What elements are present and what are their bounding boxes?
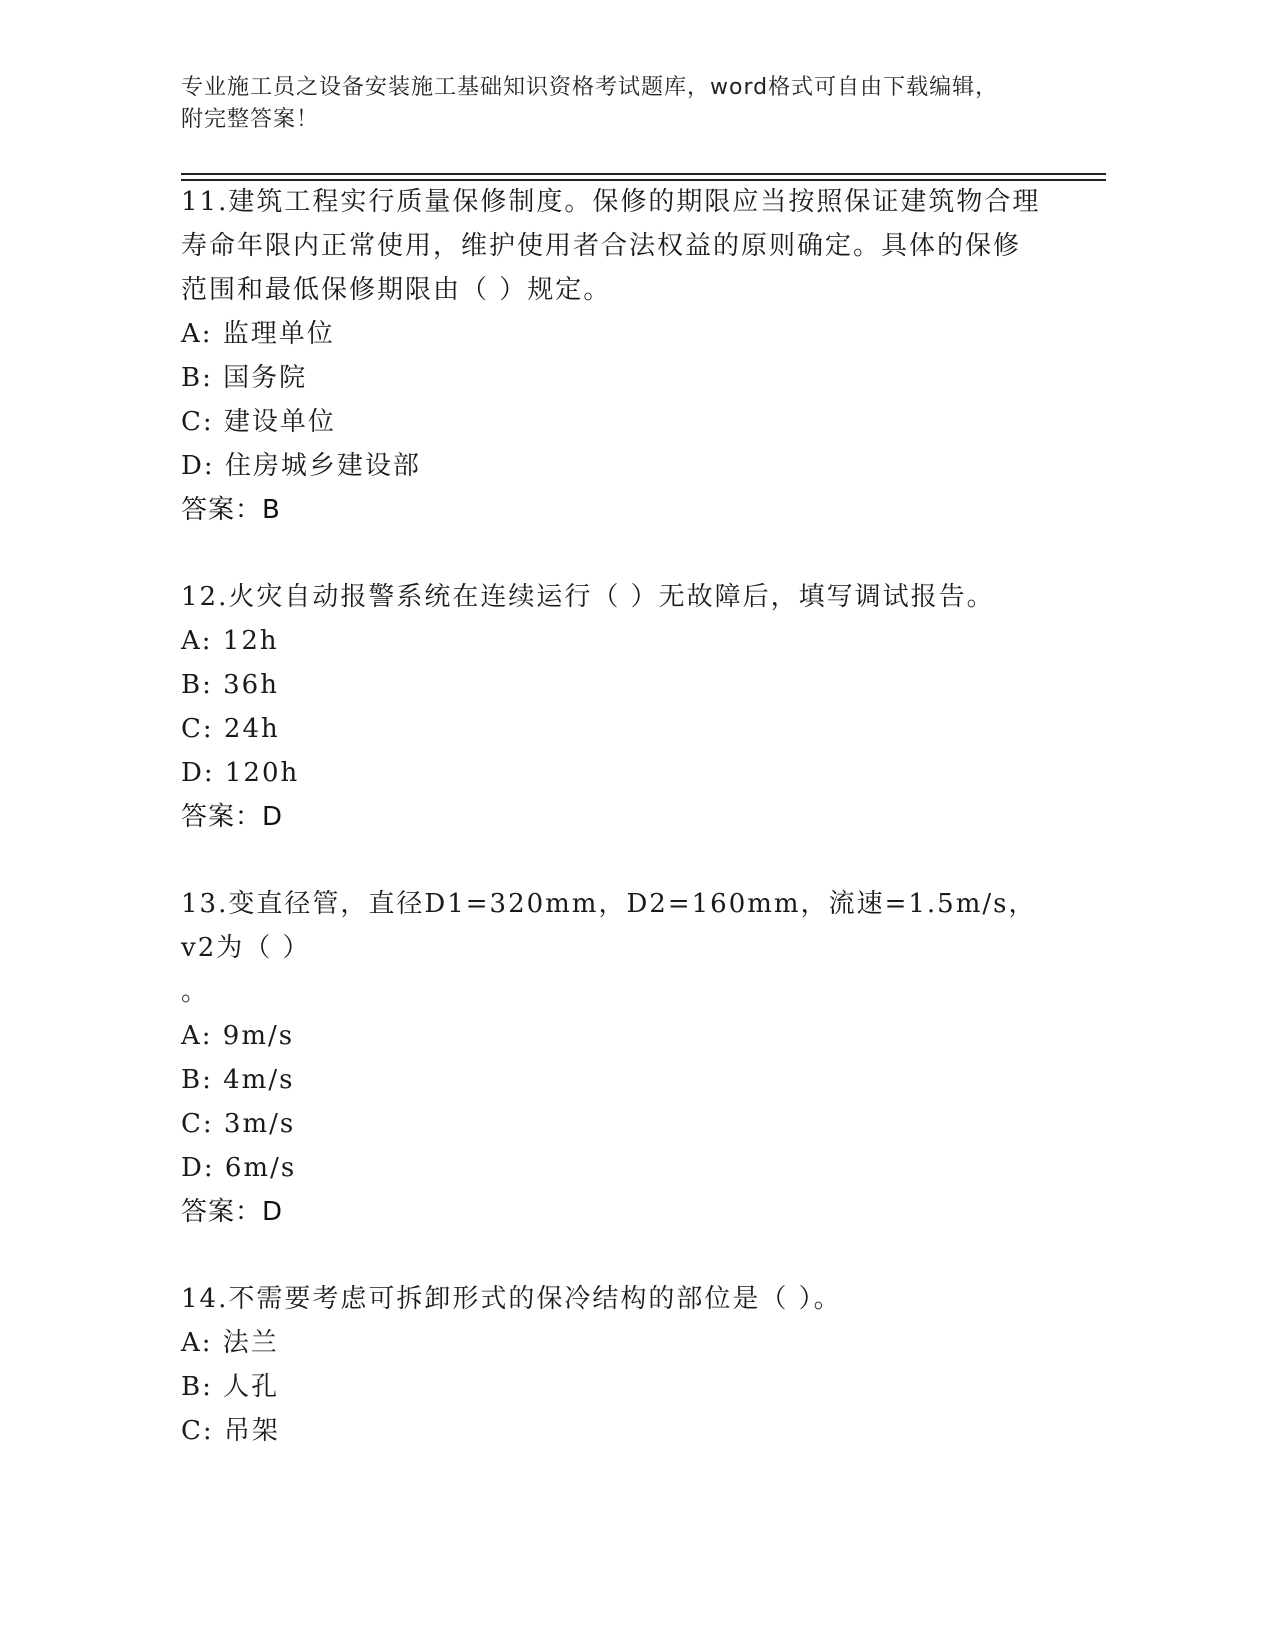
question-text-line: 寿命年限内正常使用，维护使用者合法权益的原则确定。具体的保修	[181, 231, 1022, 261]
option-b: B: 国务院	[181, 363, 308, 393]
question-text-line: 12.火灾自动报警系统在连续运行（ ）无故障后，填写调试报告。	[181, 582, 995, 612]
spacer	[181, 839, 1061, 882]
option-a: A: 9m/s	[181, 1021, 295, 1051]
header-line-2: 附完整答案！	[181, 107, 320, 132]
header-line-1: 专业施工员之设备安装施工基础知识资格考试题库，word格式可自由下载编辑，	[181, 75, 999, 100]
option-d: D: 6m/s	[181, 1153, 297, 1183]
option-a: A: 监理单位	[181, 319, 335, 349]
option-c: C: 建设单位	[181, 407, 336, 437]
question-text-line: 11.建筑工程实行质量保修制度。保修的期限应当按照保证建筑物合理	[181, 187, 1041, 217]
option-b: B: 4m/s	[181, 1065, 295, 1095]
question-text-line: 13.变直径管，直径D1=320mm，D2=160mm，流速=1.5m/s，v2为（ ）	[181, 889, 1037, 963]
option-c: C: 吊架	[181, 1416, 280, 1446]
document-header	[181, 72, 1061, 136]
spacer	[181, 532, 1061, 575]
option-c: C: 3m/s	[181, 1109, 296, 1139]
question-text-line: 。	[181, 977, 210, 1007]
answer-label: 答案：B	[181, 495, 281, 525]
answer-label: 答案：D	[181, 1197, 284, 1227]
question-12	[181, 575, 1061, 839]
option-c: C: 24h	[181, 714, 280, 744]
option-a: A: 12h	[181, 626, 279, 656]
question-14	[181, 1277, 1061, 1453]
option-b: B: 36h	[181, 670, 279, 700]
option-d: D: 住房城乡建设部	[181, 451, 421, 481]
question-list	[181, 180, 1061, 1453]
header-divider-top	[181, 173, 1106, 175]
option-d: D: 120h	[181, 758, 300, 788]
option-b: B: 人孔	[181, 1372, 280, 1402]
spacer	[181, 1234, 1061, 1277]
option-a: A: 法兰	[181, 1328, 279, 1358]
question-11	[181, 180, 1061, 532]
question-text-line: 14.不需要考虑可拆卸形式的保冷结构的部位是（ ）。	[181, 1284, 842, 1314]
question-13	[181, 882, 1061, 1234]
question-text-line: 范围和最低保修期限由（ ）规定。	[181, 275, 612, 305]
answer-label: 答案：D	[181, 802, 284, 832]
